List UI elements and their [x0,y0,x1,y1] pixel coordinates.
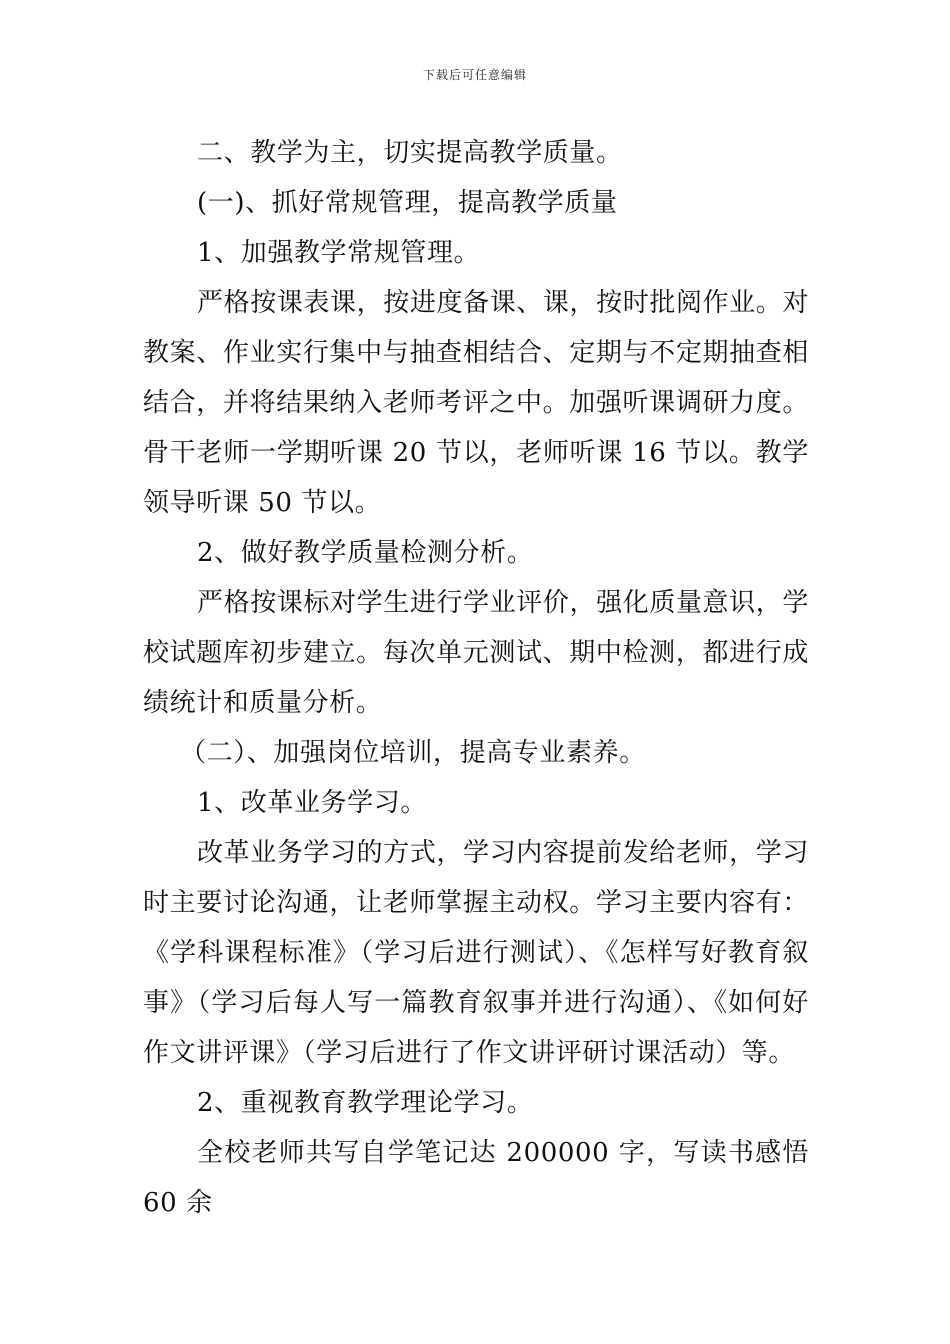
item-heading: 2、重视教育教学理论学习。 [197,1088,534,1118]
section-heading: 二、教学为主，切实提高教学质量。 [197,138,623,168]
document-body [143,128,809,1228]
body-paragraph: 改革业务学习的方式，学习内容提前发给老师，学习时主要讨论沟通，让老师掌握主动权。学习主要内容有：《学科课程标准》（学习后进行测试）、《怎样写好教育叙事》（学习后每人写一篇教育叙事并进行沟通）、《如何好作文讲评课》（学习后进行了作文讲评研讨课活动）等。 [143,838,809,1068]
body-paragraph: 严格按课表课，按进度备课、课，按时批阅作业。对教案、作业实行集中与抽查相结合、定期与不定期抽查相结合，并将结果纳入老师考评之中。加强听课调研力度。骨干老师一学期听课 20 节以，老师听课 16 节以。教学领导听课 50 节以。 [143,288,809,518]
page-header: 下载后可任意编辑 [422,68,527,82]
item-heading: 1、改革业务学习。 [197,788,427,818]
item-heading: 1、加强教学常规管理。 [197,238,481,268]
body-paragraph: 严格按课标对学生进行学业评价，强化质量意识，学校试题库初步建立。每次单元测试、期中检测，都进行成绩统计和质量分析。 [143,588,809,718]
subsection-heading: (一)、抓好常规管理，提高教学质量 [197,188,618,218]
subsection-heading: （二）、加强岗位培训，提高专业素养。 [180,738,646,768]
item-heading: 2、做好教学质量检测分析。 [197,538,534,568]
body-paragraph: 全校老师共写自学笔记达 200000 字，写读书感悟 60 余 [143,1138,809,1218]
